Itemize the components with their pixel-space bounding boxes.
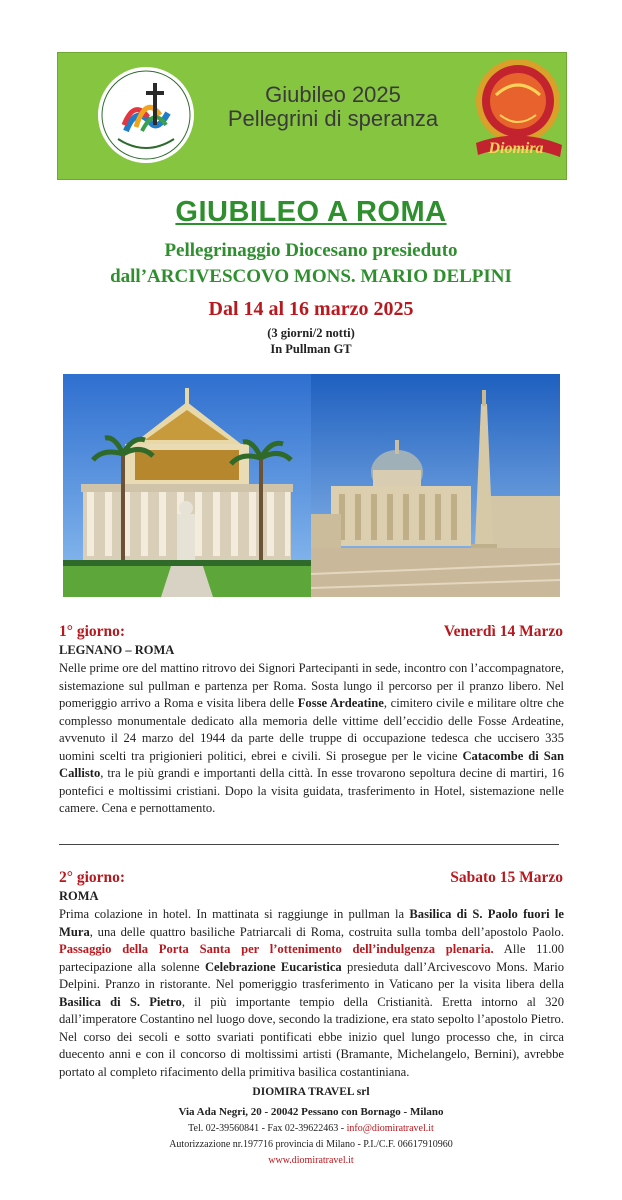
footer-authorization: Autorizzazione nr.197716 provincia di Milano - P.I./C.F. 06617910960 <box>169 1139 453 1150</box>
banner-line-2: Pellegrini di speranza <box>227 106 439 131</box>
day-2-celebrazione: Celebrazione Eucaristica <box>204 959 342 974</box>
subtitle-line-1: Pellegrinaggio Diocesano presieduto <box>164 240 458 261</box>
day-1-text-b: , cimitero civile e militare oltre che complesso monumentale dedicato alla memoria delle vittime dell’eccidio delle Fosse Ardeatine, avvenuto il 24 marzo del 1944 da parte delle truppe di occupazione tedesca che uccisero 335 uomini scelti tra prigionieri politici, ebrei e civili. Si prosegue per le vicine <box>59 696 564 763</box>
footer-company: DIOMIRA TRAVEL srl <box>252 1086 370 1098</box>
diomira-logo <box>466 55 570 177</box>
day-2-label: 2° giorno: <box>59 869 126 886</box>
photo-piazza-san-pietro <box>311 374 560 597</box>
day-1-header <box>59 623 563 643</box>
day-2-text-e: , il più importante tempio della Cristianità. Eretta intorno al 320 dall’imperatore Costantino nel luogo dove, secondo la tradizione, era stato sepolto l’apostolo Pietro. Nel corso dei secoli e sotto svariati pontificati ebbe inizio quel lungo processo che, in circa duecento anni e con il concorso di moltissimi artisti (Bramante, Michelangelo, Bernini), avrebbe portato al completo rifacimento della primitiva basilica costantiniana. <box>59 994 564 1079</box>
section-divider <box>59 844 559 845</box>
day-1-route: LEGNANO – ROMA <box>59 643 175 657</box>
page-title: GIUBILEO A ROMA <box>175 196 447 228</box>
day-2-san-pietro: Basilica di S. Pietro <box>59 994 182 1009</box>
footer-contacts <box>0 1123 622 1134</box>
day-1-text-c: , tra le più grandi e importanti della città. In esse trovarono sepoltura decine di martiri, 16 pontefici e moltissimi cristiani. Dopo la visita guidata, trasferimento in Hotel, sistemazione nelle camere. Cena e pernottamento. <box>59 766 564 815</box>
day-1-description <box>59 660 564 818</box>
day-1-text-a: Nelle prime ore del mattino ritrovo dei Signori Partecipanti in sede, incontro con l’accompagnatore, sistemazione sul pullman e partenza per Roma. Sosta lungo il percorso per il pranzo libero. Nel pomeriggio arrivo a Roma e visita libera delle <box>59 661 564 710</box>
footer-website-link[interactable]: www.diomiratravel.it <box>268 1155 354 1166</box>
day-2-san-paolo: Basilica di S. Paolo fuori le Mura <box>59 907 564 939</box>
trip-transport: In Pullman GT <box>270 342 352 356</box>
svg-text:Diomira: Diomira <box>488 140 544 157</box>
day-2-header <box>59 869 563 889</box>
trip-duration: (3 giorni/2 notti) <box>267 326 355 340</box>
photo-san-paolo-basilica <box>63 374 311 597</box>
day-2-porta-santa: Passaggio della Porta Santa per l’ottenimento dell’indulgenza plenaria. <box>59 942 494 956</box>
day-1-date: Venerdì 14 Marzo <box>443 623 563 640</box>
day-1-label: 1° giorno: <box>59 623 126 640</box>
banner-text <box>218 83 448 131</box>
day-2-text-a: Prima colazione in hotel. In mattinata si raggiunge in pullman la <box>59 907 410 921</box>
subtitle-line-2: dall’ARCIVESCOVO MONS. MARIO DELPINI <box>110 266 512 287</box>
footer-address: Via Ada Negri, 20 - 20042 Pessano con Bornago - Milano <box>178 1106 444 1118</box>
day-2-text-b: , una delle quattro basiliche Patriarcali di Roma, costruita sulla tomba dell’apostolo Paolo. <box>89 924 564 939</box>
footer-phone-fax: Tel. 02-39560841 - Fax 02-39622463 - <box>188 1123 347 1134</box>
day-2-text-c: Alle 11.00 partecipazione alla solenne <box>59 942 564 974</box>
day-1-catacombe: Catacombe di San Callisto <box>59 748 564 780</box>
day-2-route: ROMA <box>59 889 99 903</box>
footer-email-link[interactable]: info@diomiratravel.it <box>346 1123 434 1134</box>
trip-dates: Dal 14 al 16 marzo 2025 <box>208 298 414 320</box>
banner-line-1: Giubileo 2025 <box>265 82 401 107</box>
day-2-text-d: presieduta dall’Arcivescovo Mons. Mario Delpini. Pranzo in ristorante. Nel pomeriggio trasferimento in Vaticano per la visita libera della <box>59 959 564 991</box>
header-banner <box>57 52 567 180</box>
day-2-date: Sabato 15 Marzo <box>450 869 563 886</box>
day-1-fosse-ardeatine: Fosse Ardeatine <box>297 696 384 710</box>
day-2-description <box>59 906 564 1081</box>
jubilee-logo <box>96 65 196 165</box>
